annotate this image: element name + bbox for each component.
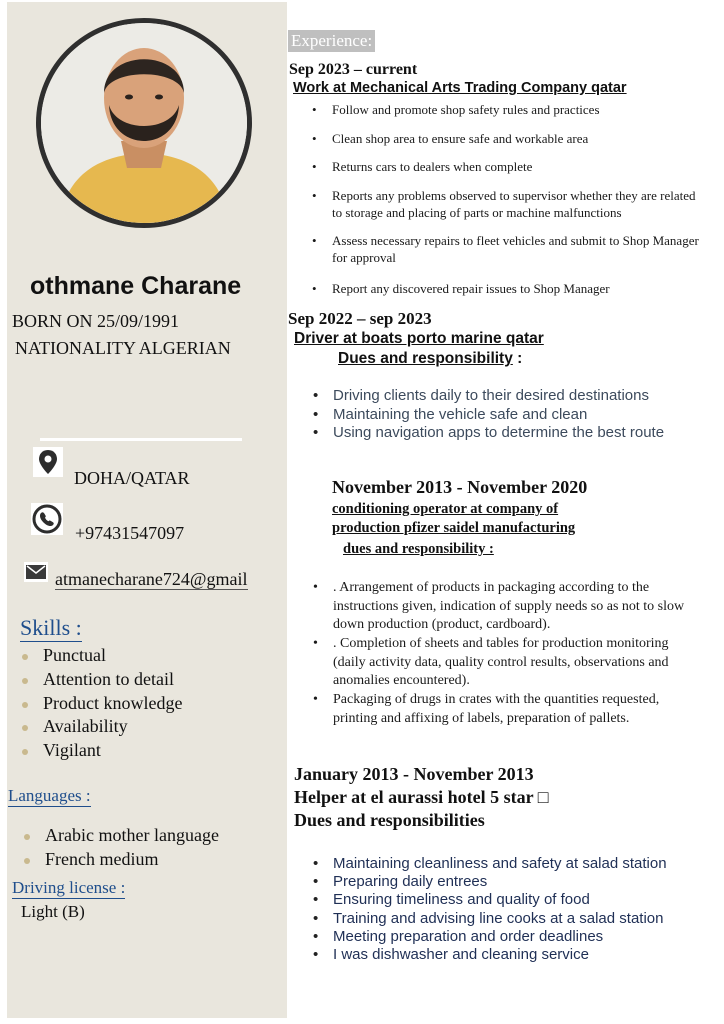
- list-item: • Preparing daily entrees: [309, 873, 667, 891]
- list-item: Product knowledge: [20, 692, 182, 716]
- job4-period: January 2013 - November 2013: [294, 764, 534, 784]
- list-item: • . Completion of sheets and tables for production monitoring (daily activity data, quality control results, observations and anomalies encountered).: [309, 635, 703, 691]
- list-item: • Driving clients daily to their desired destinations: [309, 387, 664, 406]
- job4-duties: [309, 855, 667, 964]
- job1-period: Sep 2023 – current: [289, 61, 418, 78]
- person-photo-icon: [41, 23, 247, 223]
- experience-heading: Experience:: [288, 30, 375, 52]
- list-item: • Returns cars to dealers when complete: [288, 158, 704, 175]
- list-item: • Maintaining cleanliness and safety at salad station: [309, 855, 667, 873]
- job2-subtitle-suffix: :: [512, 350, 523, 367]
- job2-role: Driver at boats porto marine qatar: [294, 330, 544, 347]
- job4-role: Helper at el aurassi hotel 5 star □: [294, 787, 549, 807]
- birth-date: BORN ON 25/09/1991: [12, 311, 180, 331]
- job3-subtitle: dues and responsibility :: [343, 541, 494, 557]
- list-item: • Ensuring timeliness and quality of food: [309, 891, 667, 909]
- list-item: • . Arrangement of products in packaging according to the instructions given, indication of supply needs so as not to slow down production (product, cardboard).: [309, 579, 703, 635]
- skills-list: [20, 644, 182, 763]
- list-item: • Maintaining the vehicle safe and clean: [309, 406, 664, 425]
- profile-photo: [36, 18, 252, 228]
- driving-license-heading: Driving license :: [12, 878, 126, 897]
- job1-role: Work at Mechanical Arts Trading Company qatar: [293, 80, 627, 96]
- email-link[interactable]: atmanecharane724@gmail: [55, 569, 248, 589]
- location-pin-icon: [33, 447, 63, 477]
- list-item: • Assess necessary repairs to fleet vehicles and submit to Shop Manager for approval: [288, 232, 704, 266]
- job2-subtitle: [338, 350, 522, 368]
- job2-period: Sep 2022 – sep 2023: [288, 309, 432, 328]
- list-item: Punctual: [20, 644, 182, 668]
- list-item: • Training and advising line cooks at a salad station: [309, 910, 667, 928]
- list-item: • Clean shop area to ensure safe and workable area: [288, 130, 704, 147]
- list-item: • Using navigation apps to determine the best route: [309, 424, 664, 443]
- phone-icon: [31, 503, 63, 535]
- list-item: French medium: [22, 848, 219, 872]
- list-item: Attention to detail: [20, 668, 182, 692]
- envelope-icon: [24, 562, 48, 582]
- job3-role-line2: production pfizer saidel manufacturing: [332, 520, 576, 536]
- job4-subtitle: Dues and responsibilities: [294, 810, 485, 830]
- list-item: • I was dishwasher and cleaning service: [309, 946, 667, 964]
- job2-subtitle-text: Dues and responsibility: [338, 350, 513, 367]
- skills-heading: Skills :: [20, 615, 82, 640]
- location-text: DOHA/QATAR: [74, 468, 190, 488]
- list-item: • Reports any problems observed to supervisor whether they are related to storage and placing of parts or machine malfunctions: [288, 187, 704, 221]
- job3-period: November 2013 - November 2020: [332, 477, 588, 497]
- list-item: • Packaging of drugs in crates with the quantities requested, printing and affixing of labels, preparation of pallets.: [309, 691, 703, 728]
- list-item: Arabic mother language: [22, 824, 219, 848]
- nationality: NATIONALITY ALGERIAN: [15, 338, 231, 358]
- list-item: • Report any discovered repair issues to Shop Manager: [288, 280, 704, 297]
- list-item: • Meeting preparation and order deadlines: [309, 928, 667, 946]
- list-item: Availability: [20, 715, 182, 739]
- driving-license-value: Light (B): [21, 902, 85, 921]
- languages-list: [22, 824, 219, 872]
- job2-duties: [309, 387, 664, 443]
- phone-number[interactable]: +97431547097: [75, 523, 185, 543]
- list-item: Vigilant: [20, 739, 182, 763]
- list-item: • Follow and promote shop safety rules and practices: [288, 101, 704, 118]
- sidebar-divider: [40, 438, 242, 441]
- job3-role-line1: conditioning operator at company of: [332, 501, 559, 517]
- languages-heading: Languages :: [8, 786, 91, 805]
- profile-name: othmane Charane: [30, 272, 242, 300]
